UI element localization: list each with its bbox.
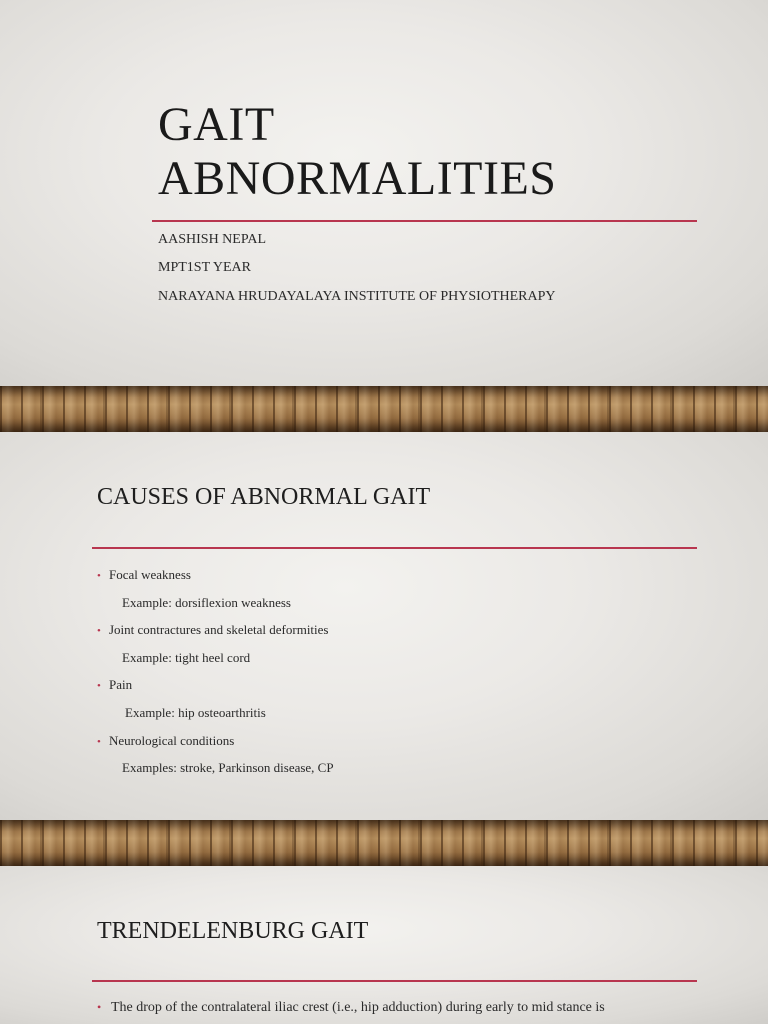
program-year: MPT1ST YEAR [158,260,251,275]
list-item-example: Example: tight heel cord [122,649,251,665]
causes-list [97,565,334,786]
author-name: AASHISH NEPAL [158,232,267,247]
heading-divider [92,980,697,982]
list-item-example: Example: hip osteoarthritis [125,704,266,720]
title-line-2: ABNORMALITIES [158,152,557,205]
heading-divider [92,547,697,549]
slide-heading: CAUSES OF ABNORMAL GAIT [97,484,431,510]
slide-heading: TRENDELENBURG GAIT [97,918,369,944]
list-item: • Pain [97,675,334,703]
list-item-example: Example: dorsiflexion weakness [122,594,291,610]
body-text: • The drop of the contralateral iliac crest (i.e., hip adduction) during early to mid stance is [97,1000,605,1016]
institute-name: NARAYANA HRUDAYALAYA INSTITUTE OF PHYSIOTHERAPY [158,289,556,304]
wood-floor-divider [0,820,768,866]
trendelenburg-slide [0,866,768,1024]
list-item: • Neurological conditions [97,731,334,759]
list-item: • Joint contractures and skeletal deformities [97,620,334,648]
list-item: • Focal weakness [97,565,334,593]
causes-slide [0,432,768,820]
title-slide [0,0,768,386]
wood-floor-divider [0,386,768,432]
list-item-example: Examples: stroke, Parkinson disease, CP [122,760,334,776]
title-divider [152,220,697,222]
title-line-1: GAIT [158,98,275,151]
presentation-title [158,98,557,206]
